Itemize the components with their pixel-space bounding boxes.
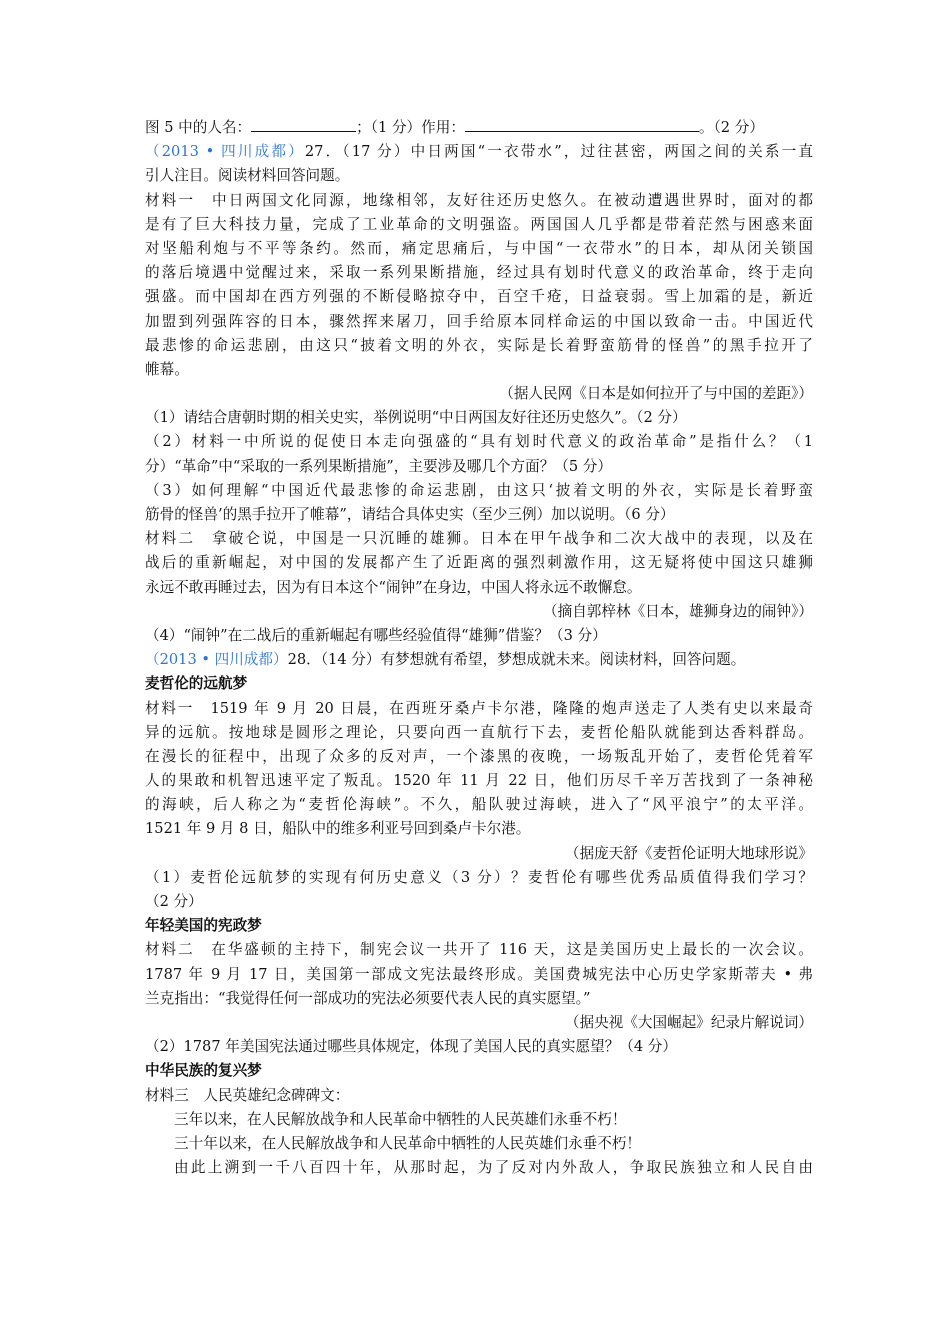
q27-material1-line: 帷幕。 <box>145 360 189 378</box>
q28-stem-text: 28．（14 分）有梦想就有希望，梦想成就未来。阅读材料，回答问题。 <box>287 651 746 669</box>
q28-material1-line: 人的果敢和机智迅速平定了叛乱。1520 年 11 月 22 日，他们历尽千辛万苦找到了一条神秘 <box>145 772 813 790</box>
q28-question-1: （1）麦哲伦远航梦的实现有何历史意义（3 分）？麦哲伦有哪些优秀品质值得我们学习？ <box>145 868 813 886</box>
q28-question-1-cont: （2 分） <box>145 893 203 910</box>
q27-question-2-cont: 分）“革命”中“采取的一系列果断措施”，主要涉及哪几个方面？（5 分） <box>145 457 612 475</box>
name-answer-blank[interactable] <box>251 116 356 132</box>
q28-material2-source: （据央视《大国崛起》纪录片解说词） <box>564 1013 813 1031</box>
q27-material1-line: 对坚船利炮与不平等条约。然而，痛定思痛后，与中国“一衣带水”的日本，却从闭关锁国 <box>145 239 813 257</box>
section-heading-us-constitution: 年轻美国的宪政梦 <box>145 917 262 935</box>
q27-question-3: （3）如何理解“中国近代最悲惨的命运悲剧，由这只‘披着文明的外衣，实际是长着野蛮 <box>145 481 813 499</box>
section-heading-rejuvenation: 中华民族的复兴梦 <box>145 1062 262 1080</box>
q28-question-2: （2）1787 年美国宪法通过哪些具体规定，体现了美国人民的真实愿望？（4 分） <box>145 1038 677 1056</box>
q28-material1-line: 1521 年 9 月 8 日，船队中的维多利亚号回到桑卢卡尔港。 <box>145 820 531 838</box>
q28-material1-line: 在漫长的征程中，出现了众多的反对声，一个漆黑的夜晚，一场叛乱开始了，麦哲伦凭着军 <box>145 747 813 765</box>
q27-question-4: （4）“闹钟”在二战后的重新崛起有哪些经验值得“雄狮”借鉴？（3 分） <box>145 626 607 644</box>
monument-inscription-line: 由此上溯到一千八百四十年，从那时起，为了反对内外敌人，争取民族独立和人民自由 <box>174 1159 813 1177</box>
q28-material1-source: （据庞天舒《麦哲伦证明大地球形说》 <box>564 844 813 862</box>
q27-material1-line: 材料一 中日两国文化同源，地缘相邻，友好往还历史悠久。在被动遭遇世界时，面对的都 <box>145 191 813 209</box>
q27-stem-line-2: 引人注目。阅读材料回答问题。 <box>145 167 350 185</box>
q28-material1-line: 材料一 1519 年 9 月 20 日晨，在西班牙桑卢卡尔港，隆隆的炮声送走了人类有史以来最奇 <box>145 699 813 717</box>
function-answer-blank[interactable] <box>465 116 699 132</box>
q28-material1-line: 异的远航。按地球是圆形之理论，只要向西一直航行下去，麦哲伦船队就能到达香料群岛。 <box>145 723 813 741</box>
q27-material2-line: 材料二 拿破仑说，中国是一只沉睡的雄狮。日本在甲午战争和二次大战中的表现，以及在 <box>145 530 813 548</box>
q28-material2-line: 1787 年 9 月 17 日，美国第一部成文宪法最终形成。美国费城宪法中心历史学家斯蒂夫 • 弗 <box>145 965 813 983</box>
q28-material2-line: 兰克指出：“我觉得任何一部成功的宪法必须要代表人民的真实愿望。” <box>145 989 591 1007</box>
q27-material1-source: （据人民网《日本是如何拉开了与中国的差距》） <box>499 385 813 403</box>
q26-mid: ；（1 分）作用： <box>356 119 465 136</box>
q28-material2-line: 材料二 在华盛顿的主持下，制宪会议一共开了 116 天，这是美国历史上最长的一次会议。 <box>145 941 813 959</box>
q27-stem-text: 27．（17 分）中日两国“一衣带水”，过往甚密，两国之间的关系一直 <box>304 143 813 161</box>
section-heading-magellan: 麦哲伦的远航梦 <box>145 675 248 693</box>
q26-prefix: 图 5 中的人名： <box>145 119 252 136</box>
q28-material1-line: 的海峡，后人称之为“麦哲伦海峡”。不久，船队驶过海峡，进入了“风平浪宁”的太平洋。 <box>145 796 813 814</box>
q27-question-2: （2）材料一中所说的促使日本走向强盛的“具有划时代意义的政治革命”是指什么？（1 <box>145 433 813 451</box>
q27-material2-line: 永远不敢再睡过去，因为有日本这个“闹钟”在身边，中国人将永远不敢懈怠。 <box>145 578 642 596</box>
q27-material1-line: 是有了巨大科技力量，完成了工业革命的文明强盗。两国国人几乎都是带着茫然与困惑来面 <box>145 215 813 233</box>
q27-stem-line <box>145 140 813 164</box>
monument-inscription-line: 三十年以来，在人民解放战争和人民革命中牺牲的人民英雄们永垂不朽！ <box>174 1134 642 1152</box>
q27-material2-source: （摘自郭梓林《日本，雄狮身边的闹钟》） <box>543 602 813 620</box>
q27-material1-line: 强盛。而中国却在西方列强的不断侵略掠夺中，百空千疮，日益衰弱。雪上加霜的是，新近 <box>145 288 813 306</box>
exam-page <box>145 116 813 1180</box>
q28-stem-line <box>145 648 813 672</box>
q27-material1-line: 的落后境遇中觉醒过来，采取一系列果断措施，经过具有划时代意义的政治革命，终于走向 <box>145 264 813 282</box>
q26-suffix: 。（2 分） <box>698 119 764 136</box>
q28-source-tag: （2013 • 四川成都） <box>145 651 288 669</box>
q27-question-1: （1）请结合唐朝时期的相关史实，举例说明“中日两国友好往还历史悠久”。（2 分） <box>145 409 687 427</box>
monument-inscription-line: 三年以来，在人民解放战争和人民革命中牺牲的人民英雄们永垂不朽！ <box>174 1110 627 1128</box>
q27-material2-line: 战后的重新崛起，对中国的发展都产生了近距离的强烈刺激作用，这无疑将使中国这只雄狮 <box>145 554 813 572</box>
q27-source-tag: （2013 • 四川成都） <box>145 143 305 161</box>
q28-material3-intro: 材料三 人民英雄纪念碑碑文： <box>145 1086 350 1104</box>
q27-question-3-cont: 筋骨的怪兽’的黑手拉开了帷幕”，请结合具体史实（至少三例）加以说明。（6 分） <box>145 506 675 523</box>
q27-material1-line: 加盟到列强阵容的日本，骤然挥来屠刀，回手给原本同样命运的中国以致命一击。中国近代 <box>145 312 813 330</box>
q27-material1-line: 最悲惨的命运悲剧，由这只“披着文明的外衣，实际是长着野蛮筋骨的怪兽”的黑手拉开了 <box>145 336 813 354</box>
q26-answer-line <box>145 116 813 140</box>
